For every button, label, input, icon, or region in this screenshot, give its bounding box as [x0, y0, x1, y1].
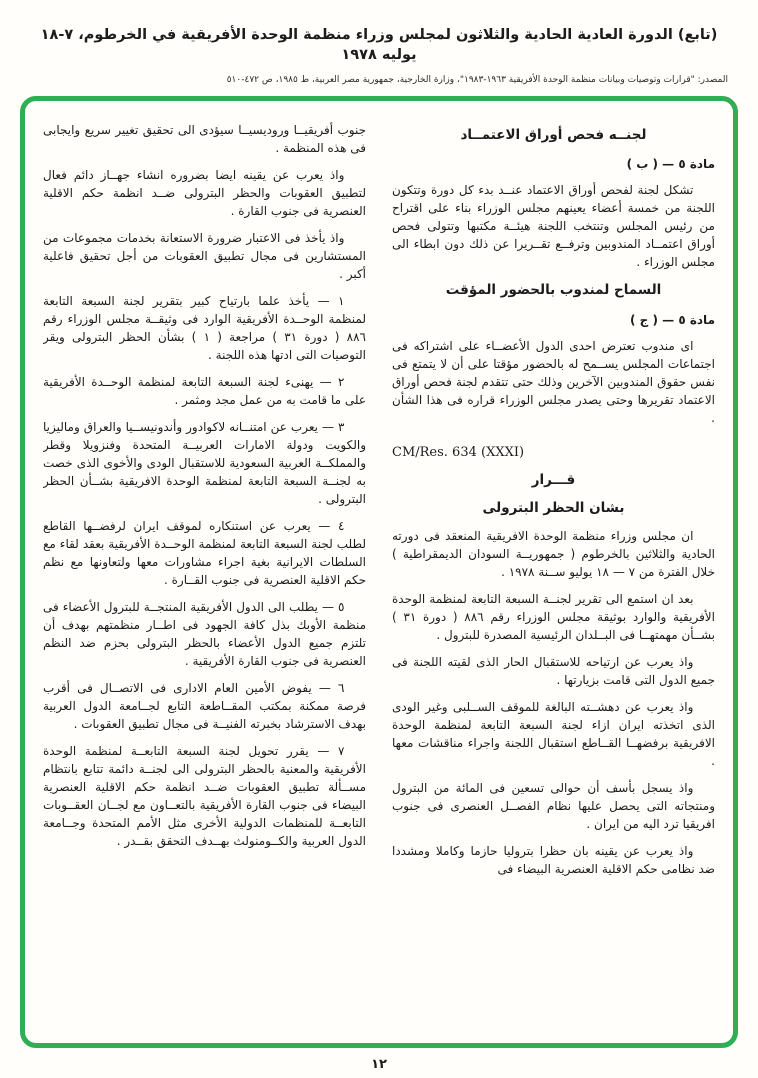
- paragraph-resolution-4: واذ يعرب عن دهشــته البالغة للموقف الســلبى وغير الودى الذى اتخذته ايران ازاء لجنة السبعة التابعة لمنظمة الوحدة الافريقية برفضهــا القــاطع استقبال اللجنة واجراء مناقشات معها .: [392, 699, 715, 768]
- right-column: [392, 121, 715, 1023]
- section-heading-credentials: لجنــه فحص أوراق الاعتمــاد: [460, 127, 647, 143]
- resolution-reference: CM/Res. 634 (XXXI): [392, 444, 525, 460]
- paragraph-operative-4: ٤ — يعرب عن استنكاره لموقف ايران لرفضــها القاطع لطلب لجنة السبعة التابعة لمنظمة الوحــدة الأفريقية بعقد لقاء مع السلطات الايرانية بغية اجراء مشاورات معها ولتعاونها مع نظم حكم الاقلية العنصرية فى جنوب القــارة .: [43, 519, 366, 587]
- paragraph-operative-5: ٥ — يطلب الى الدول الأفريقية المنتجــة للبترول الأعضاء فى منظمة الأوبك بذل كافة الجهود فى اطــار منظمتهم بهدف أن تلتزم جميع الدول الأعضاء بالحظر البترولى بحزم ضد النظم العنصرية فى جنوب القارة الأفريقية .: [43, 600, 366, 668]
- paragraph-operative-3: ٣ — يعرب عن امتنــانه لاكوادور وأندونيســيا والعراق وماليزيا والكويت ودولة الامارات العربيــة المتحدة وفنزويلا وقطر والمملكــة العربية السعودية للاستقبال الودى والأخوى الذى خصت به لجنــة السبعة التابعة لمنظمة الوحدة الافريقية بشــأن الحظر البترولى .: [43, 420, 366, 506]
- paragraph-operative-6: ٦ — يفوض الأمين العام الادارى فى الاتصــال فى أقرب فرصة ممكنة بمكتب المقــاطعة التابع لجــامعة الدول العربية بهدف الاسترشاد بخبرته الفنيــة فى مجال تطبيق العقوبات .: [43, 681, 366, 731]
- paragraph-operative-2: ٢ — يهنىء لجنة السبعة التابعة لمنظمة الوحــدة الأفريقية على ما قامت به من عمل مجد ومثمر .: [43, 375, 366, 407]
- paragraph-operative-7: ٧ — يقرر تحويل لجنة السبعة التابعــة لمنظمة الوحدة الأفريقية والمعنية بالحظر البترولى الى لجنــة دائمة تتابع بانتظام مســألة تطبيق العقوبات ضــد انظمة حكم الاقلية العنصرية البيضاء فى جنوب القارة الأفريقية بالتعــاون مع لجــان العقــوبات التابعــة للمنظمات الدولية الأخرى مثل الأمم المتحدة وجــامعة الدول العربية والكــومنولث بهــدف التحقق بقــدر .: [43, 744, 366, 848]
- content-border-box: [20, 96, 738, 1048]
- paragraph-resolution-3: واذ يعرب عن ارتياحه للاستقبال الحار الذى لقيته اللجنة فى جميع الدول التى قامت بزيارتها .: [392, 654, 715, 687]
- paragraph-operative-1: ١ — يأخذ علما بارتياح كبير بتقرير لجنة السبعة التابعة لمنظمة الوحــدة الأفريقية الوارد فى وثيقــة مجلس الوزراء رقم ٨٨٦ ( دورة ٣١ ) مراجعة ( ١ ) بشأن الحظر البترولى ويقر التوصيات التى ادتها هذه اللجنة .: [43, 294, 366, 362]
- paragraph-preamble-2: واذ يعرب عن يقينه ايضا بضروره انشاء جهــاز دائم فعال لتطبيق العقوبات والحظر البترولى ضــد انظمة حكم الاقلية العنصرية فى جنوب القارة .: [43, 168, 366, 218]
- paragraph-resolution-1: ان مجلس وزراء منظمة الوحدة الافريقية المنعقد فى دورته الحادية والثلاثين بالخرطوم ( جمهوريــة السودان الديمقراطية ) خلال الفترة من ٧ — ١٨ يوليو ســنة ١٩٧٨ .: [392, 528, 715, 579]
- article-5c-label: مادة ٥ — ( ج ): [629, 312, 715, 327]
- paragraph-resolution-6: واذ يعرب عن يقينه بان حظرا بتروليا حازما وكاملا ومشددا ضد نظامى حكم الاقلية العنصرية البيضاء فى: [392, 843, 715, 876]
- two-column-layout: [43, 121, 715, 1023]
- paragraph-resolution-5: واذ يسجل بأسف أن حوالى تسعين فى المائة من البترول ومنتجاته التى يحصل عليها نظام الفصــل العنصرى فى جنوب افريقيا ترد اليه من ايران .: [392, 780, 715, 831]
- document-title: (تابع) الدورة العادية الحادية والثلاثون لمجلس وزراء منظمة الوحدة الأفريقية في الخرطوم، ٧-١٨ يوليه ١٩٧٨: [40, 27, 718, 63]
- section-heading-temporary-attendance: السماح لمندوب بالحضور المؤقت: [445, 282, 662, 299]
- paragraph-credentials: تشكل لجنة لفحص أوراق الاعتماد عنــد بدء كل دورة وتتكون اللجنة من خمسة أعضاء يعينهم مجلس الوزراء بناء على اقتراح من رئيس المجلس وتنتخب اللجنة هيئــة مكتبها وتتولى فحص أوراق اعتمــاد المندوبين وترفــع تقــريرا عن ذلك دون ابطاء الى مجلس الوزراء .: [392, 183, 715, 270]
- paragraph-preamble-3: واذ يأخذ فى الاعتبار ضرورة الاستعانة بخدمات مجموعات من المستشارين فى مجال تطبيق العقوبات من أجل تحقيق فاعلية أكبر .: [43, 231, 366, 281]
- source-citation-line: المصدر: "قرارات وتوصيات وبيانات منظمة الوحدة الأفريقية ١٩٦٣-١٩٨٣"، وزارة الخارجية، جمهورية مصر العربية، ط ١٩٨٥، ص ٤٧٢-٥١٠: [226, 75, 728, 86]
- paragraph-continuation: جنوب أفريقيــا وروديسيــا سيؤدى الى تحقيق تغيير سريع وايجابى فى هذه المنظمة .: [43, 123, 366, 155]
- paragraph-resolution-2: بعد ان استمع الى تقرير لجنــة السبعة التابعة لمنظمة الوحدة الأفريقية والوارد بوثيقة مجلس الوزراء رقم ٨٨٦ ( دورة ٣١ ) بشــأن مهمتهــا فى البــلدان الرئيسية المصدرة للبترول .: [392, 591, 715, 642]
- left-column: [43, 121, 366, 1023]
- page-number: ١٢: [371, 1057, 387, 1072]
- paragraph-temporary-attendance: اى مندوب تعترض احدى الدول الأعضــاء على اشتراكه فى اجتماعات المجلس يســمح له بالحضور مؤقتا على أن لا يتمتع فى نفس حقوق المندوبين الآخرين وذلك حتى تتقدم لجنة فحص أوراق الاعتماد تقريرها وحتى يصدر مجلس الوزراء قراره فى هذا الشأن .: [392, 338, 715, 425]
- resolution-subject-heading: بشان الحظر البترولى: [482, 500, 625, 517]
- resolution-heading: قـــرار: [531, 472, 576, 488]
- article-5b-label: مادة ٥ — ( ب ): [626, 157, 715, 172]
